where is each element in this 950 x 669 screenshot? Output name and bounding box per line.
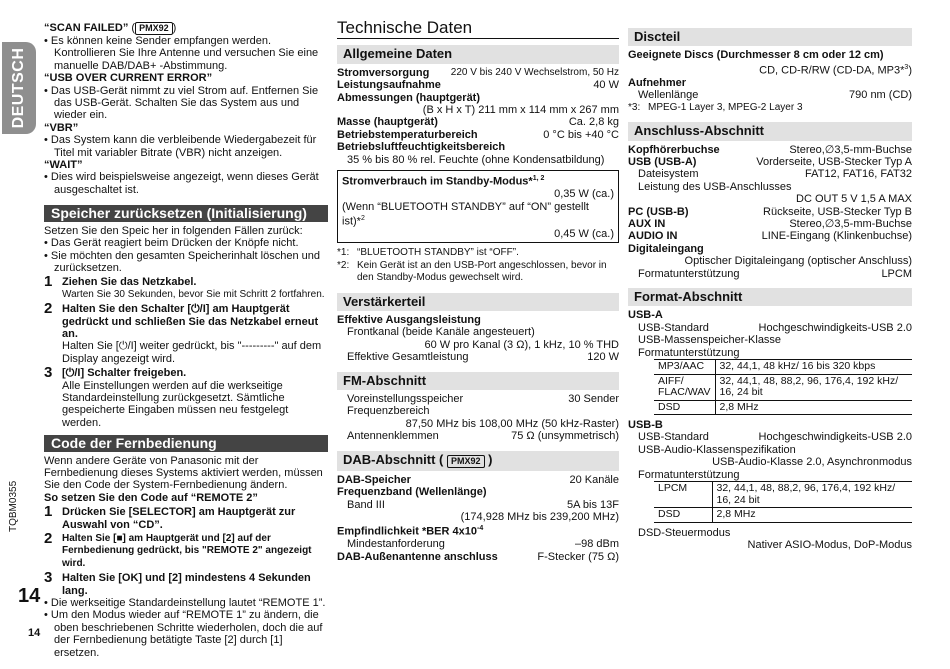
column-troubleshooting [44, 22, 328, 659]
spec-digital-label: Digitaleingang [628, 242, 704, 255]
column-specs-2 [628, 28, 912, 551]
usba-class: USB-Massenspeicher-Klasse [638, 334, 782, 347]
remote-step-3: 3 Halten Sie [OK] und [2] mindestens 4 Sekunden lang. [44, 569, 311, 597]
table-row: LPCM 32, 44,1, 48, 88,2, 96, 176,4, 192 kHz/ 16, 24 bit [654, 482, 912, 508]
spec-aux: AUX IN Stereo,∅3,5-mm-Buchse [628, 217, 912, 230]
usbb-format-table [654, 481, 912, 523]
fm-range-value: 87,50 MHz bis 108,00 MHz (50 kHz-Raster) [405, 417, 619, 430]
remote-bullet-1: • Die werkseitige Standardeinstellung lautet “REMOTE 1”. [44, 597, 326, 610]
language-tab [2, 42, 36, 134]
reset-intro: Setzen Sie den Speic her in folgenden Fällen zurück: [44, 224, 303, 237]
dab-memory: DAB-Speicher 20 Kanäle [337, 473, 619, 486]
usbb-class-value: USB-Audio-Klasse 2.0, Asynchronmodus [712, 456, 912, 469]
language-label: DEUTSCH [9, 47, 27, 129]
disc-heading: Discteil [628, 28, 912, 46]
reset-bullet-1: • Das Gerät reagiert beim Drücken der Knöpfe nicht. [44, 237, 299, 250]
remote-intro: Wenn andere Geräte von Panasonic mit der Fernbedienung dieses Systems aktiviert werden, müssen Sie den Code der System-Fernbedienung ändern. [44, 454, 323, 492]
usb-error-heading: “USB OVER CURRENT ERROR” [44, 72, 213, 85]
pickup-label: Aufnehmer [628, 76, 687, 89]
spec-temperature: Betriebstemperaturbereich 0 °C bis +40 °C [337, 128, 619, 141]
column-specs [337, 18, 619, 563]
spec-power: Stromversorgung 220 V bis 240 V Wechselstrom, 50 Hz [337, 66, 619, 79]
amp-front-value: 60 W pro Kanal (3 Ω), 1 kHz, 10 % THD [424, 338, 619, 351]
table-row: AIFF/ FLAC/WAV 32, 44,1, 48, 88,2, 96, 176,4, 192 kHz/ 16, 24 bit [654, 374, 912, 400]
remote-code-heading: Code der Fernbedienung [44, 435, 328, 451]
vbr-text: • Das System kann die verbleibende Wiedergabezeit für Titel mit variabler Bitrate (VBR) nicht anzeigen. [44, 134, 317, 159]
table-row: MP3/AAC 32, 44,1, 48 kHz/ 16 bis 320 kbps [654, 360, 912, 375]
dab-antenna: DAB-Außenantenne anschluss F-Stecker (75 Ω) [337, 550, 619, 563]
spec-digital-value: Optischer Digitaleingang (optischer Anschluss) [684, 255, 912, 268]
footnote-2: *2: Kein Gerät ist an den USB-Port angeschlossen, bevor in den Standby-Modus gewechselt wird. [337, 259, 607, 284]
dab-min: Mindestanforderung –98 dBm [347, 538, 619, 551]
footnote-3: *3: MPEG-1 Layer 3, MPEG-2 Layer 3 [628, 101, 803, 113]
usb-error-text: • Das USB-Gerät nimmt zu viel Strom auf. Entfernen Sie das USB-Gerät. Schalten Sie das System aus und wieder ein. [44, 84, 319, 122]
remote-step-1: 1 Drücken Sie [SELECTOR] am Hauptgerät zur Auswahl von “CD”. [44, 503, 296, 531]
document-code: TQBM0355 [8, 480, 19, 532]
standby-box: Stromverbrauch im Standby-Modus*$^{1, 2}$ 0,35 W (ca.) (Wenn “BLUETOOTH STANDBY” auf “ON” gestellt ist)*$^2$ 0,45 W (ca.) [337, 170, 619, 243]
dab-band3-mhz: (174,928 MHz bis 239,200 MHz) [460, 510, 619, 523]
spec-usb-power-label: Leistung des USB-Anschlusses [638, 180, 792, 193]
model-tag: PMX92 [135, 22, 173, 35]
amp-total: Effektive Gesamtleistung 120 W [347, 351, 619, 364]
remote-step-2: 2 Halten Sie [■] am Hauptgerät und [2] auf der Fernbedienung gedrückt, bis "REMOTE 2" angezeigt wird. [44, 530, 312, 569]
reset-heading: Speicher zurücksetzen (Initialisierung) [44, 205, 328, 221]
spec-headphone: Kopfhörerbuchse Stereo,∅3,5-mm-Buchse [628, 143, 912, 156]
model-tag: PMX92 [447, 455, 485, 468]
connection-heading: Anschluss-Abschnitt [628, 122, 912, 140]
fm-heading: FM-Abschnitt [337, 372, 619, 390]
reset-step-2: 2 Halten Sie den Schalter [⏻/I] am Hauptgerät gedrückt und schließen Sie das Netzkabel erneut an. Halten Sie [⏻/I] weiter gedrückt, bis "---------" auf dem Display angezeigt wird. [44, 300, 322, 365]
usbb-standard: USB-Standard Hochgeschwindigkeits-USB 2.0 [638, 431, 912, 444]
amplifier-heading: Verstärkerteil [337, 293, 619, 311]
dab-band3: Band III 5A bis 13F [347, 498, 619, 511]
dab-sensitivity: Empfindlichkeit *BER $4x10^{-4}$ [337, 525, 484, 538]
usba-format-heading: USB-A [628, 309, 663, 322]
spec-audio-in: AUDIO IN LINE-Eingang (Klinkenbuchse) [628, 230, 912, 243]
scan-failed-text: • Es können keine Sender empfangen werden. Kontrollieren Sie Ihre Antenne und versuchen Sie eine manuelle DAB/DAB+ -Abstimmung. [44, 35, 319, 72]
dab-heading: DAB-Abschnitt ( PMX92 ) [337, 451, 619, 471]
usba-standard: USB-Standard Hochgeschwindigkeits-USB 2.0 [638, 321, 912, 334]
spec-pc-usb: PC (USB-B) Rückseite, USB-Stecker Typ B [628, 205, 912, 218]
spec-consumption: Leistungsaufnahme 40 W [337, 79, 619, 92]
amp-front-label: Frontkanal (beide Kanäle angesteuert) [347, 326, 535, 339]
wait-text: • Dies wird beispielsweise angezeigt, wenn dieses Gerät ausgeschaltet ist. [44, 171, 319, 196]
reset-bullet-2: • Sie möchten den gesamten Speicherinhalt löschen und zurücksetzen. [44, 249, 320, 274]
fm-preset: Voreinstellungsspeicher 30 Sender [347, 393, 619, 406]
specs-title: Technische Daten [337, 22, 619, 39]
spec-digital-format: Formatunterstützung LPCM [638, 267, 912, 280]
spec-dims-value: (B x H x T) 211 mm x 114 mm x 267 mm [422, 104, 619, 117]
footnote-1: *1: “BLUETOOTH STANDBY” ist “OFF”. [337, 247, 519, 259]
spec-usba: USB (USB-A) Vorderseite, USB-Stecker Typ A [628, 155, 912, 168]
usbb-format-heading: USB-B [628, 419, 663, 431]
remote-bullet-2: • Um den Modus wieder auf “REMOTE 1” zu ändern, die oben beschriebenen Schritte wiederholen, doch die auf der Fernbedienung betätigte Taste [2] durch [1] ersetzen. [44, 609, 323, 659]
page-number-large: 14 [18, 585, 41, 607]
dsd-mode-label: DSD-Steuermodus [638, 526, 731, 539]
table-row: DSD 2,8 MHz [654, 508, 912, 523]
spec-usb-power-value: DC OUT 5 V 1,5 A MAX [796, 193, 912, 206]
usbb-class: USB-Audio-Klassenspezifikation [638, 443, 796, 456]
spec-mass: Masse (hauptgerät) Ca. 2,8 kg [337, 116, 619, 129]
fm-range-label: Frequenzbereich [347, 405, 430, 418]
scan-failed-heading: “SCAN FAILED” ( PMX92 ) [44, 22, 177, 34]
usbb-format-label: Formatunterstützung [638, 468, 740, 481]
reset-step-3: 3 [⏻/I] Schalter freigeben. Alle Einstellungen werden auf die werkseitige Standardeinstellung zurückgesetzt. Sämtliche gespeicherte Eingaben müssen neu festgelegt werden. [44, 364, 289, 429]
spec-humidity-label: Betriebsluftfeuchtigkeitsbereich [337, 141, 506, 154]
general-heading: Allgemeine Daten [337, 45, 619, 63]
vbr-heading: “VBR” [44, 121, 79, 134]
reset-step-1: 1 Ziehen Sie das Netzkabel. Warten Sie 30 Sekunden, bevor Sie mit Schritt 2 fortfahren. [44, 273, 325, 300]
wavelength: Wellenlänge 790 nm (CD) [638, 89, 912, 102]
page-number-small: 14 [28, 627, 41, 639]
table-row: DSD 2,8 MHz [654, 400, 912, 415]
format-heading: Format-Abschnitt [628, 288, 912, 306]
fm-antenna: Antennenklemmen 75 Ω (unsymmetrisch) [347, 430, 619, 443]
amp-output-label: Effektive Ausgangsleistung [337, 314, 481, 327]
spec-dims-label: Abmessungen (hauptgerät) [337, 91, 481, 104]
usba-format-table [654, 359, 912, 415]
usba-format-label: Formatunterstützung [638, 346, 740, 359]
disc-value: CD, CD-R/RW (CD-DA, MP3*$^3$) [759, 63, 912, 77]
remote-subheading: So setzen Sie den Code auf “REMOTE 2” [44, 491, 258, 504]
dsd-mode-value: Nativer ASIO-Modus, DoP-Modus [747, 538, 912, 551]
dab-band-label: Frequenzband (Wellenlänge) [337, 486, 487, 499]
wait-heading: “WAIT” [44, 159, 83, 172]
disc-label: Geeignete Discs (Durchmesser 8 cm oder 12 cm) [628, 49, 884, 62]
spec-humidity-value: 35 % bis 80 % rel. Feuchte (ohne Kondensatbildung) [347, 153, 605, 166]
spec-filesystem: Dateisystem FAT12, FAT16, FAT32 [638, 168, 912, 181]
